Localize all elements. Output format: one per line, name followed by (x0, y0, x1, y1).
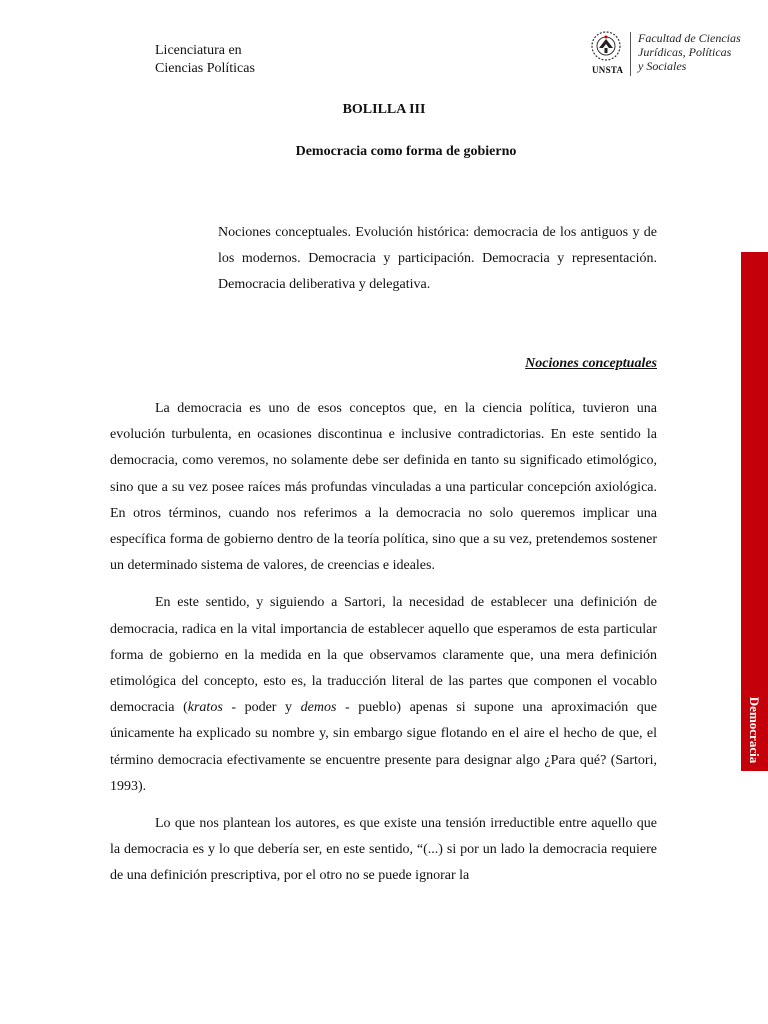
faculty-logo (588, 30, 760, 78)
faculty-name-line-2: Jurídicas, Políticas (638, 45, 732, 59)
topics-summary: Nociones conceptuales. Evolución histórica: democracia de los antiguos y de los modernos. Democracia y participación. Democracia y representación. Democracia deliberativa y delegativa. (218, 225, 657, 292)
section-heading: Nociones conceptuales (525, 356, 657, 371)
term-kratos: kratos (187, 700, 223, 716)
logo-divider (630, 32, 631, 76)
term-demos: demos (300, 700, 337, 716)
body-text (110, 396, 657, 901)
paragraph-2-text-a: En este sentido, y siguiendo a Sartori, la necesidad de establecer una definición de democracia, radica en la vital importancia de establecer aquello que esperamos de esta particular forma de gobierno en la medida en la que observamos claramente que, una mera definición etimológica del concepto, esto es, la traducción literal de las partes que componen el vocablo democracia ( (110, 595, 657, 716)
faculty-name-line-3: y Sociales (638, 59, 687, 73)
chapter-side-tab (741, 252, 768, 771)
program-line-2: Ciencias Políticas (155, 61, 255, 76)
page-subtitle: Democracia como forma de gobierno (295, 144, 517, 159)
paragraph-3: Lo que nos plantean los autores, es que existe una tensión irreductible entre aquello que la democracia es y lo que debería ser, en este sentido, “(...) si por un lado la democracia requiere de una definición prescriptiva, por el otro no se puede ignorar la (110, 816, 657, 884)
chapter-side-tab-label: Democracia (747, 696, 762, 764)
paragraph-1: La democracia es uno de esos conceptos que, en la ciencia política, tuvieron una evolución turbulenta, en ocasiones discontinua e inclusive contradictorias. En este sentido la democracia, como veremos, no solamente debe ser definida en tanto su significado etimológico, sino que a su vez posee raíces más profundas vinculadas a una particular concepción axiológica. En otros términos, cuando nos referimos a la democracia no solo queremos implicar una específica forma de gobierno dentro de la teoría política, sino que a su vez, pretendemos sostener un determinado sistema de valores, de creencias e ideales. (110, 401, 657, 574)
paragraph-2 (110, 590, 657, 800)
faculty-name (638, 31, 741, 73)
page-title: BOLILLA III (342, 102, 426, 117)
paragraph-2-text-c: - pueblo) apenas si supone una aproximación que únicamente ha explicado su nombre y, sin embargo sigue flotando en el aire el hecho de que, el término democracia efectivamente se encuentre presente para designar algo ¿Para qué? (Sartori, 1993). (110, 700, 657, 794)
university-seal-icon (588, 30, 628, 66)
logo-abbreviation: UNSTA (592, 65, 624, 75)
program-line-1: Licenciatura en (155, 43, 242, 58)
paragraph-2-text-b: - poder y (222, 700, 301, 716)
program-name (155, 42, 255, 78)
faculty-name-line-1: Facultad de Ciencias (638, 31, 741, 45)
